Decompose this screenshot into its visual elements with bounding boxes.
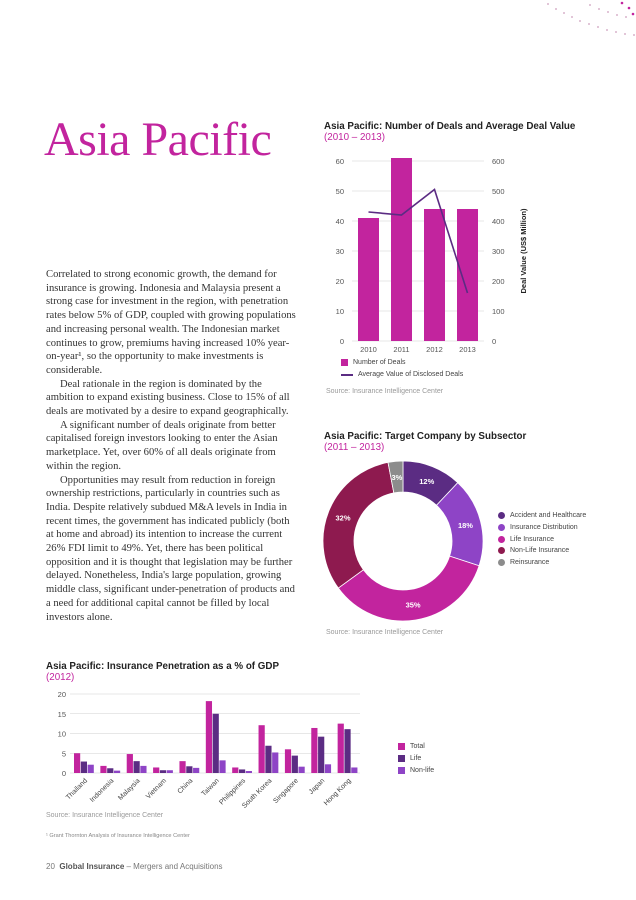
legend-label: Total	[410, 743, 425, 751]
bar	[160, 770, 166, 773]
bar	[74, 753, 80, 773]
publication-name: Global Insurance	[59, 862, 125, 871]
bar	[318, 737, 324, 773]
page-number: 20	[46, 862, 55, 871]
legend-label: Non-Life Insurance	[510, 547, 570, 555]
y2-tick-label: 100	[492, 307, 505, 316]
y-tick-label: 20	[57, 690, 66, 699]
y-tick-label: 10	[57, 729, 66, 739]
bar	[246, 771, 252, 773]
legend-swatch	[398, 743, 405, 750]
legend-item-deals	[341, 357, 463, 369]
bar	[299, 767, 305, 773]
x-tick-label: Japan	[307, 777, 327, 796]
section-name: – Mergers and Acquisitions	[124, 862, 223, 871]
bar	[140, 766, 146, 773]
y-tick-label: 5	[61, 749, 66, 759]
legend-dot	[498, 536, 505, 543]
slice-label: 35%	[405, 600, 421, 610]
bar	[358, 218, 379, 341]
y-tick-label: 15	[57, 709, 66, 719]
y2-tick-label: 400	[492, 217, 505, 226]
x-tick-label: South Korea	[241, 777, 274, 810]
penetration-chart-title: Asia Pacific: Insurance Penetration as a % of GDP	[46, 661, 280, 672]
legend-label: Number of Deals	[353, 359, 406, 367]
subsector-donut-chart	[318, 456, 488, 626]
bar	[100, 766, 106, 773]
x-tick-label: 2013	[459, 345, 476, 354]
bar	[259, 725, 265, 773]
bar	[107, 768, 113, 773]
penetration-chart	[40, 686, 390, 810]
y2-tick-label: 0	[492, 337, 497, 346]
bar	[338, 724, 344, 773]
legend-label: Average Value of Disclosed Deals	[358, 371, 464, 379]
legend-item-value	[341, 369, 463, 381]
legend-item-life	[498, 533, 586, 545]
legend-swatch	[398, 755, 405, 762]
legend-item-reinsurance	[498, 557, 586, 569]
decorative-dots	[0, 0, 636, 40]
value-line	[369, 190, 468, 294]
y-tick-label: 0	[339, 337, 344, 346]
y-tick-label: 20	[335, 277, 344, 286]
y2-axis-label: Deal Value (US$ Million)	[519, 208, 528, 294]
x-tick-label: Hong Kong	[322, 777, 353, 808]
legend-swatch	[341, 359, 348, 366]
bar	[134, 761, 140, 773]
bar	[265, 746, 271, 773]
deals-chart-title: Asia Pacific: Number of Deals and Average Deal Value	[324, 121, 576, 132]
bar	[311, 728, 317, 773]
bar	[88, 765, 94, 773]
legend-swatch	[398, 767, 405, 774]
y2-tick-label: 600	[492, 157, 505, 166]
y-tick-label: 40	[335, 217, 344, 226]
subsector-source: Source: Insurance Intelligence Center	[326, 629, 444, 636]
bar	[457, 209, 478, 341]
bar	[424, 209, 445, 341]
deals-legend	[341, 357, 463, 380]
legend-dot	[498, 547, 505, 554]
subsector-chart-subtitle: (2011 – 2013)	[324, 442, 385, 453]
bar	[114, 771, 120, 773]
x-tick-label: China	[176, 777, 195, 796]
paragraph: A significant number of deals originate from better capitalised foreign investors looking to enter the Asian marketplace. Yet, over 60% of all deals originate from within the region.	[46, 419, 278, 472]
slice-label: 18%	[457, 520, 473, 530]
legend-item-nonlife	[398, 764, 434, 776]
footnote: ¹ Grant Thornton Analysis of Insurance Intelligence Center	[46, 833, 190, 839]
body-text	[46, 268, 298, 624]
x-tick-label: 2011	[393, 345, 410, 354]
legend-label: Insurance Distribution	[510, 524, 578, 532]
slice-label: 3%	[391, 472, 403, 482]
y2-tick-label: 200	[492, 277, 505, 286]
bar	[219, 760, 225, 773]
penetration-chart-subtitle: (2012)	[46, 672, 75, 683]
donut-slice	[323, 462, 394, 588]
legend-item-total	[398, 741, 434, 753]
deals-source: Source: Insurance Intelligence Center	[326, 388, 444, 395]
deals-chart	[320, 150, 540, 360]
bar	[325, 764, 331, 773]
bar	[81, 762, 87, 773]
legend-item-accident	[498, 510, 586, 522]
bar	[232, 767, 238, 773]
bar	[186, 766, 192, 773]
bar	[272, 752, 278, 773]
bar	[179, 761, 185, 773]
legend-dot	[498, 512, 505, 519]
x-tick-label: 2012	[426, 345, 443, 354]
bar	[167, 770, 173, 773]
bar	[292, 756, 298, 773]
y2-tick-label: 500	[492, 187, 505, 196]
legend-label: Life Insurance	[510, 535, 554, 543]
bar	[127, 754, 133, 773]
slice-label: 12%	[419, 477, 435, 487]
bar	[206, 701, 212, 773]
bar	[391, 158, 412, 341]
paragraph: Deal rationale in the region is dominated by the ambition to expand existing business. Close to 15% of all deals are motivated by a desire to expand geographically.	[46, 378, 290, 418]
subsector-chart-title: Asia Pacific: Target Company by Subsector	[324, 431, 527, 442]
legend-label: Accident and Healthcare	[510, 512, 587, 520]
bar	[193, 768, 199, 773]
y-tick-label: 0	[61, 769, 66, 778]
dots-graphic	[0, 0, 636, 40]
legend-dot	[498, 559, 505, 566]
y-tick-label: 60	[335, 157, 344, 166]
legend-label: Life	[410, 755, 422, 763]
paragraph: Correlated to strong economic growth, the demand for insurance is growing. Indonesia and Malaysia present a strong case for investment in the region, with penetration rates below 5% of GDP, coupled with growing populations and increasing personal wealth. The Indonesian market continues to grow, premiums having increased 10% year-on-year¹, so the opportunity to make investments is considerable.	[46, 269, 296, 376]
bar	[239, 769, 245, 773]
penetration-legend	[398, 741, 434, 776]
y-tick-label: 50	[335, 187, 344, 196]
bar	[351, 767, 357, 773]
y-tick-label: 30	[335, 247, 344, 256]
x-tick-label: 2010	[360, 345, 377, 354]
paragraph: Opportunities may result from reduction in foreign ownership restrictions, particularly in countries such as India. Despite relatively subdued M&A levels in India in recent times, the government has indicated publicly (both at home and abroad) its intention to increase the current 26% FDI limit to 49%. Yet, there has been political opposition and it is thought that legislation may be further delayed. Nonetheless, India's large population, growing middle class, significant under-penetration of products and a need for additional capital cannot be filled by local investors alone.	[46, 474, 295, 623]
penetration-source: Source: Insurance Intelligence Center	[46, 812, 164, 819]
legend-item-nonlife	[498, 545, 586, 557]
legend-item-distribution	[498, 522, 586, 534]
y-tick-label: 10	[335, 307, 344, 316]
bar	[153, 767, 159, 773]
bar	[344, 729, 350, 773]
x-tick-label: Vietnam	[145, 777, 169, 801]
slice-label: 32%	[335, 513, 351, 523]
subsector-legend	[498, 510, 586, 568]
page-footer	[46, 862, 223, 871]
y2-tick-label: 300	[492, 247, 505, 256]
legend-dot	[498, 524, 505, 531]
legend-label: Reinsurance	[510, 559, 550, 567]
bar	[213, 714, 219, 773]
deals-chart-subtitle: (2010 – 2013)	[324, 132, 386, 143]
legend-item-life	[398, 753, 434, 765]
x-tick-label: Indonesia	[88, 777, 116, 804]
bar	[285, 749, 291, 773]
legend-line-swatch	[341, 374, 353, 376]
page-title: Asia Pacific	[44, 113, 272, 166]
legend-label: Non-life	[410, 766, 435, 774]
x-tick-label: Taiwan	[200, 777, 221, 798]
x-tick-label: Philippines	[218, 777, 248, 807]
x-tick-label: Malaysia	[117, 777, 142, 802]
x-tick-label: Singapore	[272, 777, 300, 805]
x-tick-label: Thailand	[65, 777, 90, 802]
